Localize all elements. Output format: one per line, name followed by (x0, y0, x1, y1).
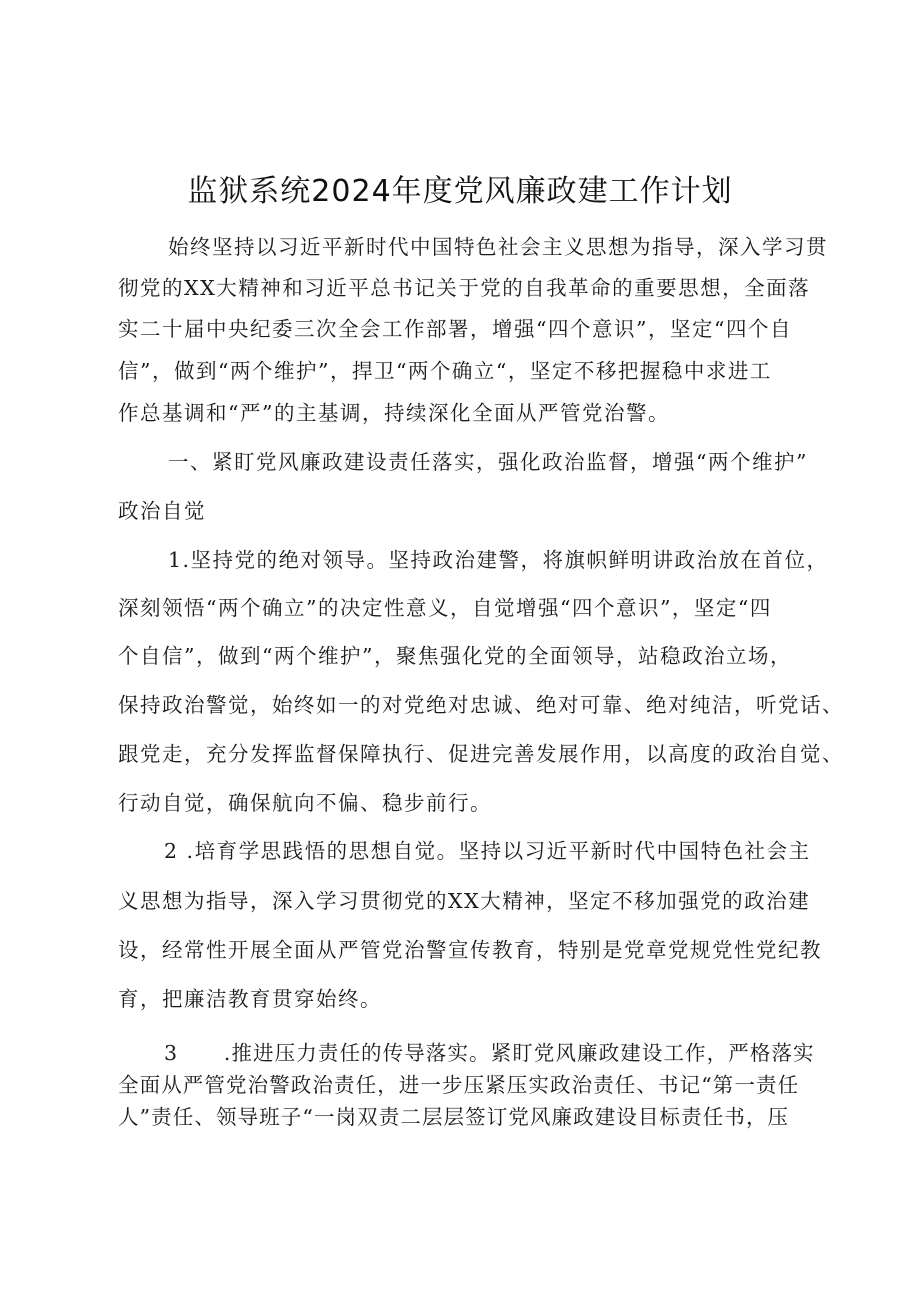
paragraph-line: 彻党的XX大精神和习近平总书记关于党的自我革命的重要思想，全面落 (118, 276, 811, 300)
paragraph-line: 始终坚持以习近平新时代中国特色社会主义思想为指导，深入学习贯 (168, 235, 828, 259)
paragraph-line: 深刻领悟“两个确立”的决定性意义，自觉增强“四个意识”，坚定“四 (118, 596, 772, 620)
paragraph-line: 1.坚持党的绝对领导。坚持政治建警，将旗帜鲜明讲政治放在首位， (168, 548, 829, 572)
document-title: 监狱系统2024年度党风廉政建工作计划 (187, 174, 733, 209)
paragraph-line: 保持政治警觉，始终如一的对党绝对忠诚、绝对可靠、绝对纯洁，听党话、 (118, 693, 844, 717)
paragraph-line: 设，经常性开展全面从严管党治警宣传教育，特别是党章党规党性党纪教 (118, 938, 822, 962)
paragraph-line: 作总基调和“严”的主基调，持续深化全面从严管党治警。 (118, 401, 670, 425)
paragraph-line: 个自信”，做到“两个维护”，聚焦强化党的全面领导，站稳政治立场， (118, 644, 792, 668)
paragraph-line: 跟党走，充分发挥监督保障执行、促进完善发展作用，以高度的政治自觉、 (118, 742, 844, 766)
paragraph-line: 2 .培育学思践悟的思想自觉。坚持以习近平新时代中国特色社会主 (164, 839, 811, 863)
paragraph-line: 育，把廉洁教育贯穿始终。 (118, 987, 382, 1011)
paragraph-line: 义思想为指导，深入学习贯彻党的XX大精神，坚定不移加强党的政治建 (118, 889, 811, 913)
paragraph-line: 信”，做到“两个维护”，捍卫“两个确立“，坚定不移把握稳中求进工 (118, 359, 772, 383)
paragraph-line: 全面从严管党治警政治责任，进一步压紧压实政治责任、书记“第一责任 (118, 1073, 800, 1097)
paragraph-line: 行动自觉，确保航向不偏、稳步前行。 (118, 791, 492, 815)
section-heading: 一、紧盯党风廉政建设责任落实，强化政治监督，增强“两个维护” (168, 450, 808, 474)
section-heading: 政治自觉 (118, 499, 206, 523)
paragraph-line: 人”责任、领导班子“一岗双责二层层签订党风廉政建设目标责任书，压 (118, 1105, 790, 1129)
paragraph-line: 3 .推进压力责任的传导落实。紧盯党风廉政建设工作，严格落实 (164, 1041, 815, 1065)
paragraph-line: 实二十届中央纪委三次全会工作部署，增强“四个意识”，坚定“四个自 (118, 317, 792, 341)
